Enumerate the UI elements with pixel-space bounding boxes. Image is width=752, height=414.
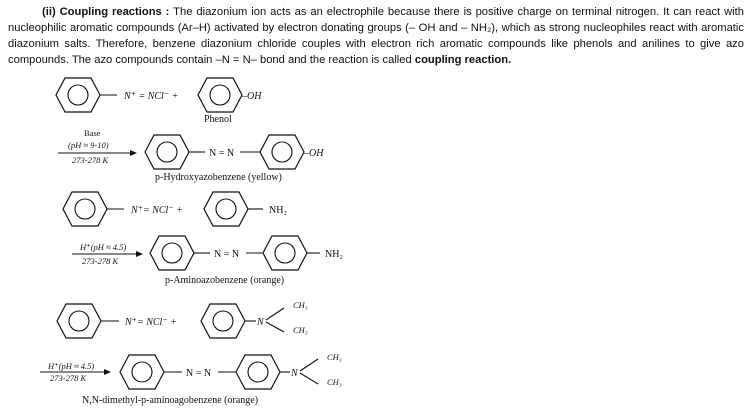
methyl-top-product: CH₃ (327, 352, 342, 362)
bond (300, 373, 318, 384)
paragraph-label: (ii) Coupling reactions : (42, 6, 170, 18)
benzene-ring-diazonium-1 (56, 78, 100, 112)
benzene-ring-product-2b (263, 236, 307, 270)
product-hydroxyl: –OH (304, 148, 324, 159)
product-name-1: p-Hydroxyazobenzene (yellow) (155, 172, 282, 183)
bond (266, 322, 284, 332)
benzene-ring-diazonium-2 (63, 192, 107, 226)
phenol-label: Phenol (204, 114, 232, 125)
methyl-top-3: CH₃ (293, 300, 308, 310)
condition-temp-2: 273-278 K (82, 256, 119, 266)
paragraph-text: The diazonium ion acts as an electrophile because there is positive charge on terminal nitrogen. It can react with nucleophilic aromatic compounds (Ar–H) activated by electron donating groups (– OH and – NH₂), which as strong nucleophiles react with aromatic diazonium salts. Therefore, benzene diazonium chloride couples with electron rich aromatic compounds like phenols and anilines to give azo compounds. The azo compounds contain –N = N– bond and the reaction is called (8, 6, 744, 66)
diazonium-chloride-3: N⁺= NCl⁻ + (125, 317, 177, 328)
condition-base: Base (84, 128, 101, 138)
azo-bond-1: N = N (209, 148, 235, 159)
nitrogen-atom-product: N (291, 368, 298, 379)
bond (300, 359, 318, 371)
methyl-bottom-product: CH₃ (327, 377, 342, 387)
product-name-2: p-Aminoazobenzene (orange) (165, 275, 285, 286)
condition-ph-1: (pH ≈ 9-10) (68, 140, 109, 150)
diazonium-chloride-2: N⁺= NCl⁻ + (131, 205, 183, 216)
nitrogen-atom-3: N (257, 317, 264, 328)
diazonium-chloride-1: N⁺ = NCl⁻ + (124, 91, 179, 102)
condition-ph-2: H⁺(pH ≈ 4.5) (80, 242, 127, 252)
azo-bond-2: N = N (214, 249, 240, 260)
benzene-ring-product-3b (236, 355, 280, 389)
benzene-ring-product-1a (145, 135, 189, 169)
benzene-ring-product-3a (120, 355, 164, 389)
condition-temp-1: 273-278 K (72, 155, 109, 165)
hydroxyl-group: –OH (242, 91, 262, 102)
product-name-3: N,N-dimethyl-p-aminoagobenzene (orange) (82, 395, 259, 406)
condition-temp-3: 273-278 K (50, 373, 87, 383)
benzene-ring-dimethylaniline (201, 304, 245, 338)
bond (266, 308, 284, 320)
amino-group: NH₂ (269, 205, 287, 216)
benzene-ring-product-2a (150, 236, 194, 270)
product-amino: NH₂ (325, 249, 343, 260)
benzene-ring-phenol (198, 78, 242, 112)
methyl-bottom-3: CH₃ (293, 325, 308, 335)
azo-bond-3: N = N (186, 368, 212, 379)
condition-ph-3: H⁺(pH ≈ 4.5) (48, 361, 95, 371)
benzene-ring-aniline (204, 192, 248, 226)
benzene-ring-product-1b (260, 135, 304, 169)
benzene-ring-diazonium-3 (57, 304, 101, 338)
paragraph-term: coupling reaction. (414, 54, 512, 66)
